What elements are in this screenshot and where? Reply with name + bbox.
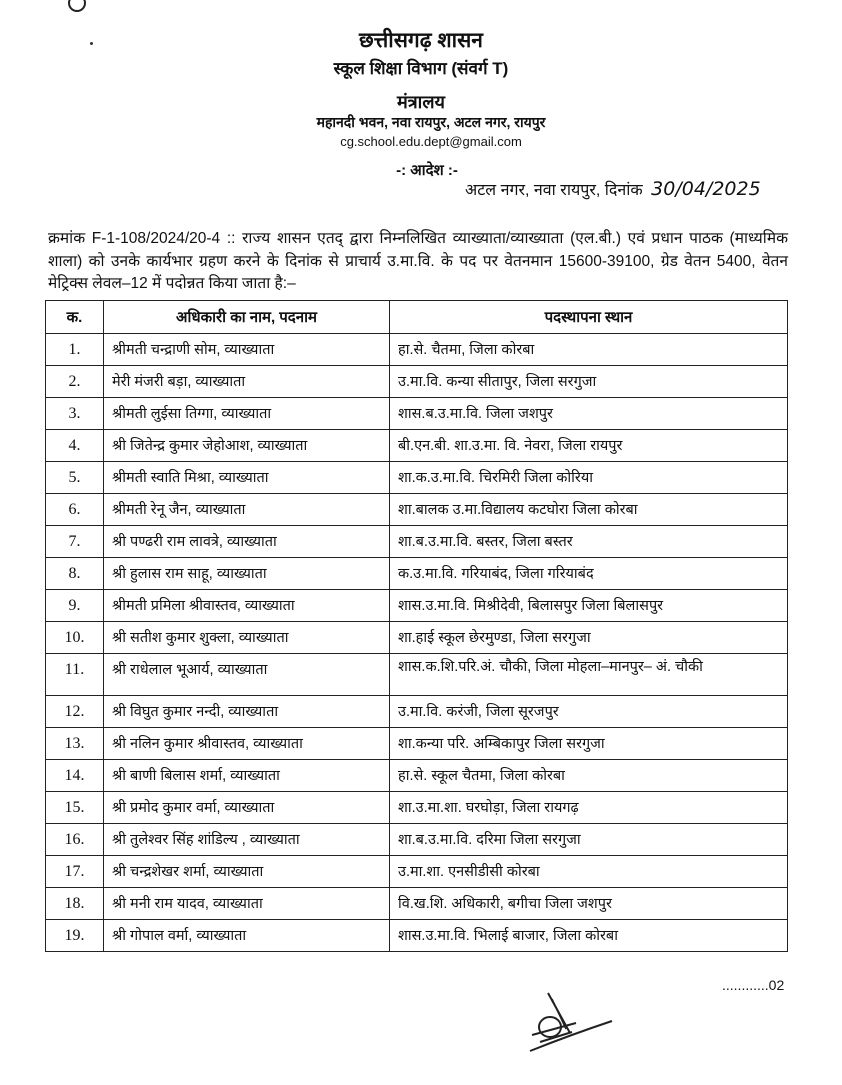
serial-cell: 18. xyxy=(46,888,104,920)
order-paragraph: क्रमांक F-1-108/2024/20-4 :: राज्य शासन एतद् द्वारा निम्नलिखित व्याख्याता/व्याख्याता (एल.बी.) एवं प्रधान पाठक (माध्यमिक शाला) को उनके कार्यभार ग्रहण करने के दिनांक से प्राचार्य उ.मा.वि. के पद पर वेतनमान 15600-39100, ग्रेड वेतन 5400, वेतन मेट्रिक्स लेवल–12 में पदोन्नत किया जाता है:– xyxy=(48,230,788,292)
table-row xyxy=(46,430,788,462)
officer-name-cell: श्रीमती रेनू जैन, व्याख्याता xyxy=(104,494,390,526)
posting-place-cell: शास.क.शि.परि.अं. चौकी, जिला मोहला–मानपुर– अं. चौकी xyxy=(390,654,788,696)
table-row xyxy=(46,462,788,494)
officer-name-cell: श्री तुलेश्वर सिंह शांडिल्य , व्याख्याता xyxy=(104,824,390,856)
posting-place-cell: शा.उ.मा.शा. घरघोड़ा, जिला रायगढ़ xyxy=(390,792,788,824)
posting-place-cell: बी.एन.बी. शा.उ.मा. वि. नेवरा, जिला रायपुर xyxy=(390,430,788,462)
officer-name-cell: श्री हुलास राम साहू, व्याख्याता xyxy=(104,558,390,590)
promotion-table xyxy=(45,300,788,952)
table-row xyxy=(46,728,788,760)
serial-cell: 8. xyxy=(46,558,104,590)
header-posting-place: पदस्थापना स्थान xyxy=(390,301,788,334)
table-row xyxy=(46,590,788,622)
officer-name-cell: श्री विघुत कुमार नन्दी, व्याख्याता xyxy=(104,696,390,728)
continuation-marker: ............02 xyxy=(722,977,785,993)
place-date-line xyxy=(465,178,761,200)
department-title: स्कूल शिक्षा विभाग (संवर्ग T) xyxy=(333,59,509,78)
place-label: अटल नगर, नवा रायपुर, दिनांक xyxy=(465,182,643,199)
serial-cell: 5. xyxy=(46,462,104,494)
table-row xyxy=(46,920,788,952)
serial-cell: 10. xyxy=(46,622,104,654)
officer-name-cell: श्री सतीश कुमार शुक्ला, व्याख्याता xyxy=(104,622,390,654)
officer-name-cell: श्री गोपाल वर्मा, व्याख्याता xyxy=(104,920,390,952)
serial-cell: 7. xyxy=(46,526,104,558)
table-row xyxy=(46,558,788,590)
officer-name-cell: श्री पण्ढरी राम लावत्रे, व्याख्याता xyxy=(104,526,390,558)
email-address: cg.school.edu.dept@gmail.com xyxy=(340,134,522,149)
table-row xyxy=(46,760,788,792)
serial-cell: 3. xyxy=(46,398,104,430)
serial-cell: 6. xyxy=(46,494,104,526)
government-title: छत्तीसगढ़ शासन xyxy=(359,29,483,52)
header-officer-name: अधिकारी का नाम, पदनाम xyxy=(104,301,390,334)
officer-name-cell: श्री नलिन कुमार श्रीवास्तव, व्याख्याता xyxy=(104,728,390,760)
officer-name-cell: श्री राधेलाल भूआर्य, व्याख्याता xyxy=(104,654,390,696)
table-row xyxy=(46,824,788,856)
officer-name-cell: श्रीमती स्वाति मिश्रा, व्याख्याता xyxy=(104,462,390,494)
posting-place-cell: वि.ख.शि. अधिकारी, बगीचा जिला जशपुर xyxy=(390,888,788,920)
table-row xyxy=(46,696,788,728)
table-row xyxy=(46,792,788,824)
table-row xyxy=(46,366,788,398)
posting-place-cell: शा.ब.उ.मा.वि. दरिमा जिला सरगुजा xyxy=(390,824,788,856)
table-row xyxy=(46,888,788,920)
posting-place-cell: शा.बालक उ.मा.विद्यालय कटघोरा जिला कोरबा xyxy=(390,494,788,526)
officer-name-cell: श्रीमती लुईसा तिग्गा, व्याख्याता xyxy=(104,398,390,430)
officer-name-cell: श्री बाणी बिलास शर्मा, व्याख्याता xyxy=(104,760,390,792)
posting-place-cell: शा.हाई स्कूल छेरमुण्डा, जिला सरगुजा xyxy=(390,622,788,654)
posting-place-cell: शास.ब.उ.मा.वि. जिला जशपुर xyxy=(390,398,788,430)
serial-cell: 16. xyxy=(46,824,104,856)
posting-place-cell: शा.ब.उ.मा.वि. बस्तर, जिला बस्तर xyxy=(390,526,788,558)
posting-place-cell: उ.मा.वि. कन्या सीतापुर, जिला सरगुजा xyxy=(390,366,788,398)
table-row xyxy=(46,494,788,526)
posting-place-cell: उ.मा.शा. एनसीडीसी कोरबा xyxy=(390,856,788,888)
table-header-row xyxy=(46,301,788,334)
posting-place-cell: हा.से. चैतमा, जिला कोरबा xyxy=(390,334,788,366)
table-row xyxy=(46,334,788,366)
posting-place-cell: शा.कन्या परि. अम्बिकापुर जिला सरगुजा xyxy=(390,728,788,760)
ministry-title: मंत्रालय xyxy=(396,92,445,112)
header-serial: क. xyxy=(46,301,104,334)
posting-place-cell: उ.मा.वि. करंजी, जिला सूरजपुर xyxy=(390,696,788,728)
serial-cell: 15. xyxy=(46,792,104,824)
serial-cell: 4. xyxy=(46,430,104,462)
posting-place-cell: क.उ.मा.वि. गरियाबंद, जिला गरियाबंद xyxy=(390,558,788,590)
serial-cell: 17. xyxy=(46,856,104,888)
officer-name-cell: श्री प्रमोद कुमार वर्मा, व्याख्याता xyxy=(104,792,390,824)
officer-name-cell: मेरी मंजरी बड़ा, व्याख्याता xyxy=(104,366,390,398)
table-row xyxy=(46,398,788,430)
officer-name-cell: श्रीमती चन्द्राणी सोम, व्याख्याता xyxy=(104,334,390,366)
posting-place-cell: शा.क.उ.मा.वि. चिरमिरी जिला कोरिया xyxy=(390,462,788,494)
table-row xyxy=(46,856,788,888)
officer-name-cell: श्री मनी राम यादव, व्याख्याता xyxy=(104,888,390,920)
posting-place-cell: शास.उ.मा.वि. मिश्रीदेवी, बिलासपुर जिला बिलासपुर xyxy=(390,590,788,622)
signature xyxy=(520,985,640,1060)
table-row xyxy=(46,654,788,696)
order-heading: -: आदेश :- xyxy=(396,162,458,179)
table-row xyxy=(46,622,788,654)
officer-name-cell: श्रीमती प्रमिला श्रीवास्तव, व्याख्याता xyxy=(104,590,390,622)
order-date: 30/04/2025 xyxy=(651,178,761,200)
serial-cell: 2. xyxy=(46,366,104,398)
serial-cell: 12. xyxy=(46,696,104,728)
serial-cell: 1. xyxy=(46,334,104,366)
officer-name-cell: श्री जितेन्द्र कुमार जेहोआश, व्याख्याता xyxy=(104,430,390,462)
serial-cell: 14. xyxy=(46,760,104,792)
address-line: महानदी भवन, नवा रायपुर, अटल नगर, रायपुर xyxy=(316,114,546,130)
posting-place-cell: शास.उ.मा.वि. भिलाई बाजार, जिला कोरबा xyxy=(390,920,788,952)
serial-cell: 19. xyxy=(46,920,104,952)
posting-place-cell: हा.से. स्कूल चैतमा, जिला कोरबा xyxy=(390,760,788,792)
officer-name-cell: श्री चन्द्रशेखर शर्मा, व्याख्याता xyxy=(104,856,390,888)
table-row xyxy=(46,526,788,558)
serial-cell: 13. xyxy=(46,728,104,760)
punch-hole-mark xyxy=(68,0,86,12)
serial-cell: 9. xyxy=(46,590,104,622)
serial-cell: 11. xyxy=(46,654,104,696)
